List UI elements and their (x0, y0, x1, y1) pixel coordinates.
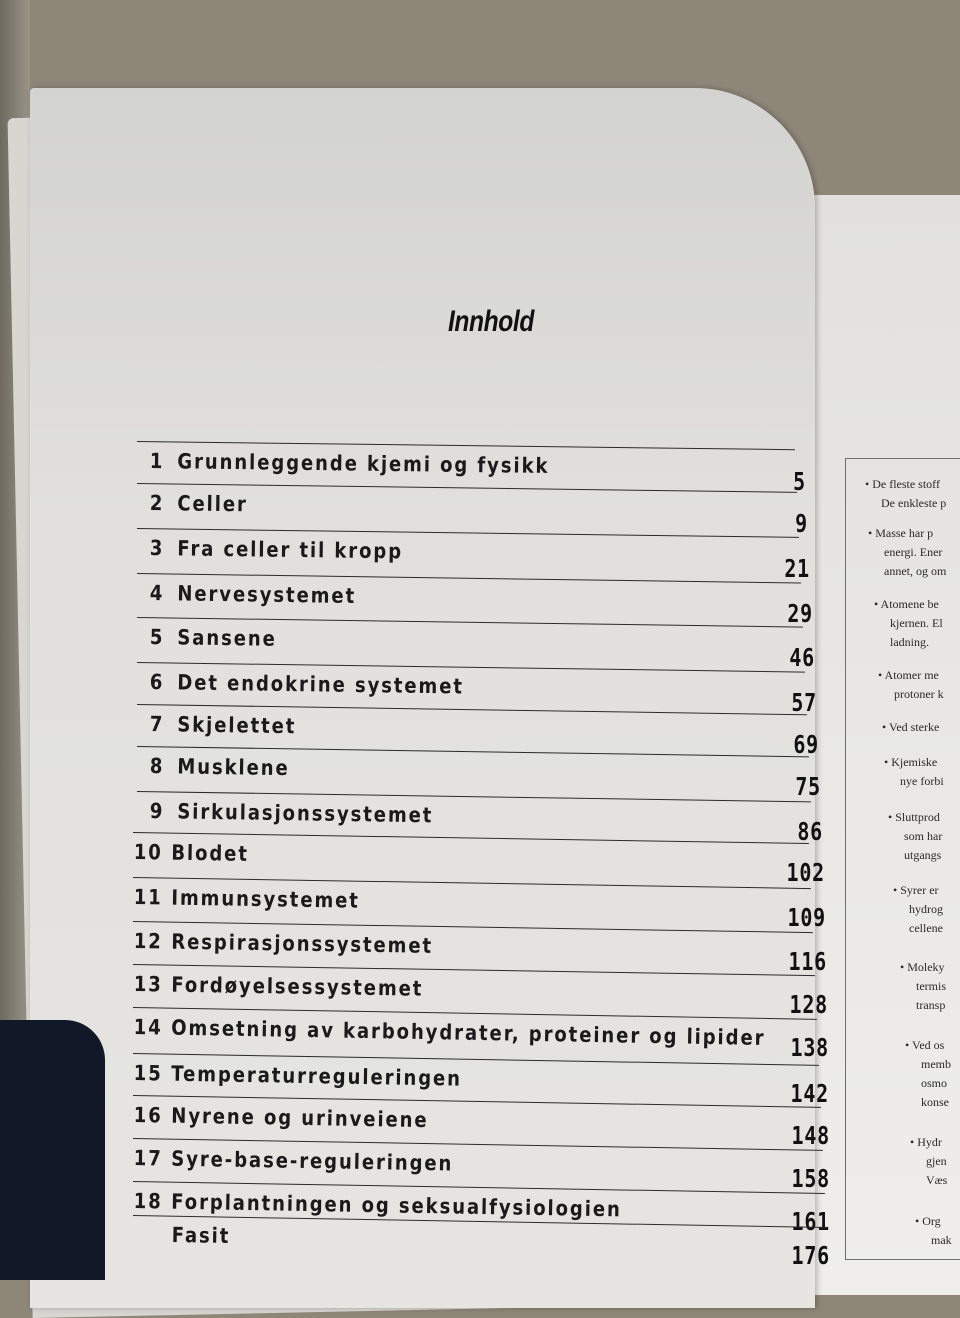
right-page-line: • Hydr (910, 1135, 942, 1149)
toc-entry-page: 86 (797, 817, 823, 846)
toc-divider (137, 441, 795, 450)
toc-entry-text: Syre-base-reguleringen (171, 1146, 454, 1176)
toc-entry-text: Immunsystemet (171, 885, 361, 913)
toc-entry-page: 5 (793, 467, 806, 496)
right-page-line: konse (921, 1095, 949, 1109)
toc-entry-text: Omsetning av karbohydrater, proteiner og lipider (171, 1015, 766, 1050)
toc-entry-title (134, 1061, 463, 1091)
right-page-line: • Ved sterke (882, 720, 940, 734)
toc-entry-title (150, 754, 290, 780)
right-page-line: ladning. (890, 635, 929, 649)
toc-entry-text: Fra celler til kropp (177, 536, 404, 564)
right-page-line: annet, og om (884, 564, 947, 578)
right-page-line: protoner k (894, 687, 944, 701)
toc-entry-title (150, 712, 297, 738)
toc-entry-text: Celler (177, 491, 248, 517)
toc-entry-number: 18 (133, 1189, 163, 1214)
toc-entry-number: 10 (133, 840, 163, 865)
right-page-line: De enkleste p (881, 496, 947, 510)
right-page-line: • De fleste stoff (865, 477, 940, 491)
right-page-line: kjernen. El (890, 616, 943, 630)
right-page-line: Væs (926, 1173, 948, 1187)
toc-entry-text: Nervesystemet (177, 581, 357, 608)
right-page-line: nye forbi (900, 774, 944, 788)
toc-entry-title (134, 1015, 766, 1050)
toc-entry-text: Det endokrine systemet (177, 670, 465, 699)
right-page-line: • Masse har p (868, 526, 934, 540)
right-page-line: som har (904, 829, 943, 843)
right-page-line: • Ved os (905, 1038, 945, 1052)
toc-entry-number: 7 (149, 712, 165, 737)
toc-entry-text: Blodet (171, 840, 250, 866)
toc-entry-page: 57 (791, 688, 817, 717)
toc-entry-page: 158 (791, 1164, 830, 1193)
right-page-line: • Org (915, 1214, 941, 1228)
toc-entry-page: 75 (795, 772, 821, 801)
toc-entry-page: 9 (795, 509, 808, 538)
toc-entry-number: 15 (133, 1061, 163, 1086)
toc-entry-title (150, 449, 550, 478)
right-page-line: • Moleky (900, 960, 945, 974)
toc-entry-title (134, 1146, 454, 1176)
toc-entry-page: 142 (790, 1079, 829, 1108)
toc-entry-number: 8 (149, 754, 165, 779)
right-page-line: memb (921, 1057, 951, 1071)
toc-entry-text: Musklene (177, 754, 290, 781)
toc-entry-number: 5 (149, 625, 165, 650)
toc-entry-page: 161 (791, 1207, 830, 1236)
toc-entry-title (134, 929, 434, 958)
right-page-line: • Kjemiske (884, 755, 938, 769)
right-page-line: hydrog (909, 902, 943, 916)
toc-entry-text: Fasit (171, 1223, 231, 1249)
toc-entry-number: 9 (149, 799, 165, 824)
toc-entry-text: Sansene (177, 625, 277, 651)
toc-entry-title (150, 536, 403, 563)
toc-entry-title (150, 799, 434, 827)
toc-entry-page: 148 (791, 1121, 830, 1150)
toc-entry-number: 17 (133, 1146, 163, 1171)
toc-entry-text: Respirasjonssystemet (171, 929, 434, 958)
toc-entry-page: 176 (791, 1241, 830, 1270)
right-page-line: • Atomer me (878, 668, 939, 682)
toc-entry-title (150, 625, 277, 651)
toc-entry-number: 2 (149, 491, 165, 516)
toc-entry-number: 16 (133, 1103, 163, 1128)
right-page-line: energi. Ener (884, 545, 943, 559)
toc-entry-title (150, 491, 248, 516)
toc-entry-page: 69 (793, 730, 819, 759)
toc-entry-text: Sirkulasjonssystemet (177, 799, 434, 828)
toc-entry-title (134, 885, 360, 913)
toc-entry-number: 11 (133, 885, 163, 910)
right-page-line: termis (916, 979, 946, 993)
toc-entry-number: 13 (133, 972, 163, 997)
toc-entry-title (134, 840, 249, 866)
toc-entry-page: 21 (784, 554, 810, 583)
toc-entry-page: 138 (790, 1033, 829, 1062)
right-page-line: • Syrer er (893, 883, 939, 897)
right-page-line: utgangs (904, 848, 942, 862)
toc-entry-text: Fordøyelsessystemet (171, 972, 424, 1001)
toc-entry-text: Temperaturreguleringen (171, 1061, 463, 1091)
right-page-line: • Atomene be (874, 597, 939, 611)
toc-entry-title (172, 1223, 231, 1248)
toc-entry-page: 116 (788, 947, 827, 976)
toc-entry-title (134, 972, 424, 1001)
toc-entry-title (150, 670, 464, 699)
right-page-line: cellene (909, 921, 943, 935)
toc-entry-text: Skjelettet (177, 712, 297, 739)
toc-entry-number: 1 (149, 449, 165, 474)
right-page-line: • Sluttprod (888, 810, 940, 824)
toc-entry-number: 12 (133, 929, 163, 954)
right-page-line: osmo (921, 1076, 948, 1090)
page-title: Innhold (448, 305, 534, 338)
toc-entry-page: 102 (786, 858, 825, 887)
toc-entry-number: 14 (133, 1015, 163, 1040)
toc-entry-page: 109 (787, 903, 826, 932)
right-page-line: mak (931, 1233, 952, 1247)
toc-entry-number: 3 (149, 536, 165, 561)
toc-entry-page: 29 (787, 599, 813, 628)
toc-entry-text: Grunnleggende kjemi og fysikk (177, 449, 550, 478)
toc-entry-number: 6 (149, 670, 165, 695)
right-page-line: gjen (926, 1154, 947, 1168)
toc-entry-text: Nyrene og urinveiene (171, 1103, 429, 1133)
toc-entry-page: 46 (789, 643, 815, 672)
toc-entry-title (150, 581, 357, 608)
toc-entry-text: Forplantningen og seksualfysiologien (171, 1189, 622, 1222)
toc-entry-page: 128 (789, 990, 828, 1019)
right-page-line: transp (916, 998, 946, 1012)
toc-entry-title (134, 1103, 429, 1132)
toc-entry-number: 4 (149, 581, 165, 606)
